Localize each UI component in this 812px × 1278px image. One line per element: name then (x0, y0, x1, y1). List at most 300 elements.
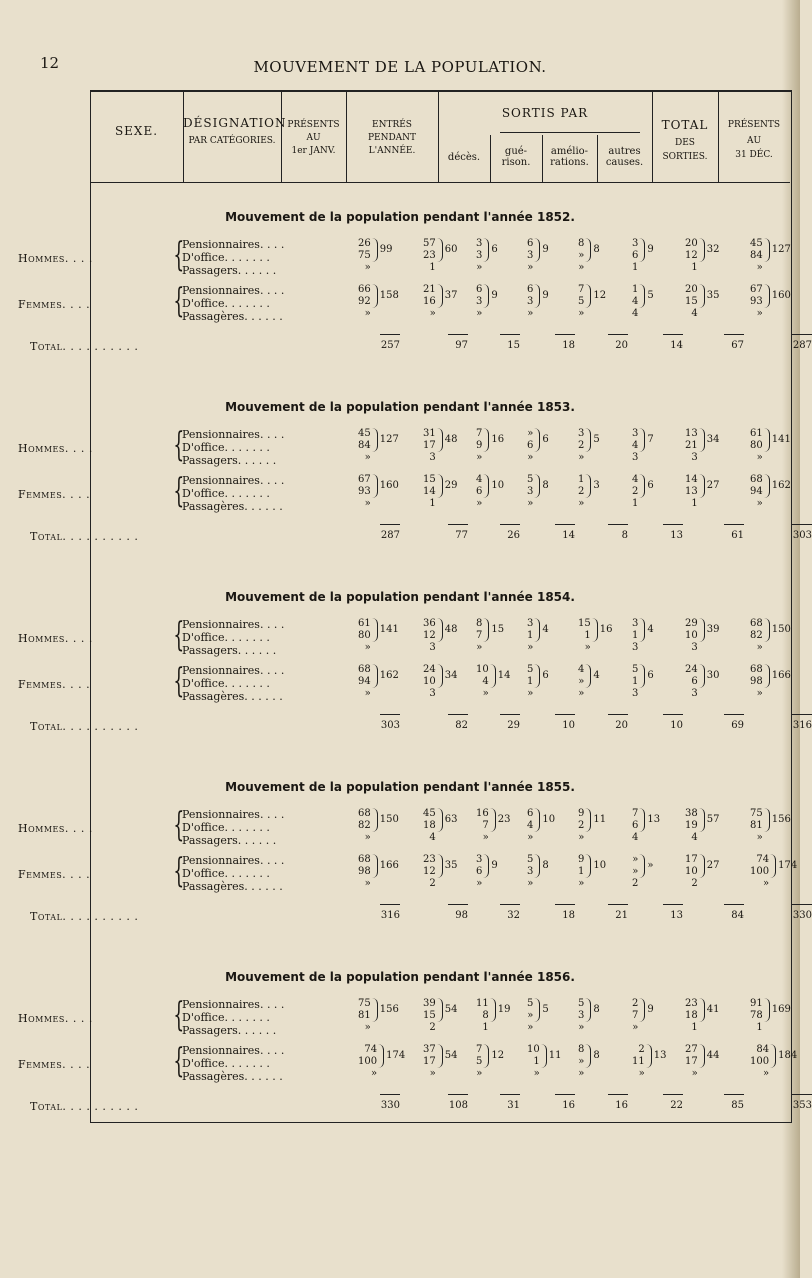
cell-stack (632, 238, 638, 274)
cell-stack (476, 284, 482, 320)
brace-mark (639, 854, 645, 878)
cell-value: 4 (632, 296, 639, 307)
cell-value: » (429, 308, 436, 319)
hommes-cell (632, 618, 654, 654)
brace-mark (770, 1044, 776, 1068)
femmes-cell (476, 474, 504, 510)
cell-value: 68 (358, 854, 371, 865)
hommes-cell (527, 238, 549, 274)
total-rule (663, 714, 683, 715)
cell-value: 6 (632, 250, 639, 261)
cell-stack (358, 428, 371, 464)
header-total-2: DES (675, 138, 695, 148)
cell-value: 17 (423, 440, 436, 451)
header-presents-dec-2: AU (746, 136, 762, 146)
cell-value: » (632, 854, 639, 865)
cell-sum: 8 (542, 860, 549, 871)
cell-stack (527, 998, 533, 1034)
brace-mark (639, 474, 645, 498)
row-label-passagers: Passagers. . . . . . (182, 454, 277, 467)
cell-stack (527, 618, 533, 654)
hommes-cell (750, 618, 791, 654)
cell-value: 100 (750, 1056, 770, 1067)
total-rule (555, 714, 575, 715)
cell-value: 3 (476, 296, 483, 307)
hommes-cell (476, 808, 510, 844)
row-label-femmes: Femmes. . . . (18, 868, 91, 881)
brace-mark (764, 618, 770, 642)
row-label-office: D'office. . . . . . . (182, 631, 270, 644)
total-value: 82 (455, 720, 468, 731)
cell-value: 5 (527, 664, 534, 675)
cell-stack (685, 284, 698, 320)
cell-sum: 13 (647, 814, 661, 825)
brace-mark (646, 1044, 652, 1068)
cell-value: 3 (632, 618, 639, 629)
femmes-cell (423, 474, 457, 510)
header-deces: décès. (447, 152, 481, 163)
brace-mark (372, 808, 378, 832)
cell-sum: 16 (599, 624, 613, 635)
cell-stack (685, 998, 698, 1034)
cell-value: 2 (429, 878, 436, 889)
total-rule (663, 1094, 683, 1095)
total-rule (663, 334, 683, 335)
cell-sum: 48 (444, 624, 458, 635)
total-rule (380, 334, 400, 335)
cell-stack (527, 808, 533, 844)
cell-value: 17 (423, 1056, 436, 1067)
brace-mark (699, 238, 705, 262)
brace-mark (437, 808, 443, 832)
total-rule (555, 1094, 575, 1095)
cell-sum: 27 (706, 480, 720, 491)
hommes-cell (476, 998, 510, 1034)
cell-value: 5 (476, 1056, 483, 1067)
cell-value: 2 (632, 998, 639, 1009)
cell-value: 10 (476, 664, 489, 675)
hommes-cell (685, 618, 719, 654)
cell-sum: 169 (771, 1004, 791, 1015)
cell-sum: 156 (379, 1004, 399, 1015)
row-label-office: D'office. . . . . . . (182, 867, 270, 880)
cell-value: 61 (358, 618, 371, 629)
brace-mark (372, 474, 378, 498)
cell-value: 3 (527, 486, 534, 497)
cell-value: 80 (750, 440, 763, 451)
brace-mark (437, 1044, 443, 1068)
cell-value: 27 (685, 1044, 698, 1055)
brace-mark (437, 998, 443, 1022)
brace-mark (437, 474, 443, 498)
cell-value: 4 (429, 832, 436, 843)
total-rule (448, 714, 468, 715)
total-rule (608, 714, 628, 715)
cell-value: 75 (358, 250, 371, 261)
total-rule (500, 334, 520, 335)
total-rule (555, 524, 575, 525)
row-label-femmes: Femmes. . . . (18, 488, 91, 501)
cell-sum: 127 (379, 434, 399, 445)
cell-value: » (527, 262, 534, 273)
row-label-total: Total. . . . . . . . . . (30, 530, 139, 543)
cell-value: 1 (429, 262, 436, 273)
row-label-femmes: Femmes. . . . (18, 678, 91, 691)
total-rule (380, 1094, 400, 1095)
row-label-passageres: Passagères. . . . . . (182, 310, 283, 323)
header-entres-2: PENDANT (367, 133, 417, 143)
header-presents-janv-1: PRÉSENTS (287, 120, 340, 130)
section-title: Mouvement de la population pendant l'année 1854. (225, 590, 575, 604)
cell-stack (632, 808, 638, 844)
cell-value: 4 (527, 820, 534, 831)
brace-mark (378, 1044, 384, 1068)
cell-sum: 150 (379, 814, 399, 825)
brace-mark (372, 618, 378, 642)
femmes-cell (578, 854, 606, 890)
cell-value: » (632, 1022, 639, 1033)
cell-sum: 10 (593, 860, 607, 871)
hommes-cell (527, 998, 549, 1034)
total-value: 14 (670, 340, 683, 351)
cell-stack (358, 808, 371, 844)
cell-stack (423, 998, 436, 1034)
total-value: 18 (562, 910, 575, 921)
cell-stack (423, 664, 436, 700)
total-value: 29 (507, 720, 520, 731)
brace-mark (534, 664, 540, 688)
cell-value: 1 (527, 630, 534, 641)
cell-stack (358, 238, 371, 274)
cell-value: 5 (527, 998, 534, 1009)
cell-value: 6 (691, 676, 698, 687)
brace-mark (483, 1044, 489, 1068)
brace-mark (534, 618, 540, 642)
cell-value: 29 (685, 618, 698, 629)
cell-value: 10 (685, 866, 698, 877)
femmes-cell (685, 854, 719, 890)
cell-value: » (476, 642, 483, 653)
cell-sum: 30 (706, 670, 720, 681)
cell-value: » (364, 308, 371, 319)
hommes-cell (476, 618, 504, 654)
total-rule (724, 334, 744, 335)
total-rule (380, 904, 400, 905)
brace-mark (585, 428, 591, 452)
femmes-cell (750, 1044, 797, 1080)
total-value: 287 (792, 340, 812, 351)
cell-sum: 141 (771, 434, 791, 445)
cell-value: 4 (691, 308, 698, 319)
cell-value: 1 (691, 498, 698, 509)
cell-stack (476, 238, 482, 274)
cell-value: 20 (685, 284, 698, 295)
cell-stack (632, 474, 638, 510)
cell-value: » (578, 498, 585, 509)
cell-stack (632, 1044, 645, 1080)
cell-value: 1 (632, 630, 639, 641)
cell-value: 37 (423, 1044, 436, 1055)
row-label-hommes: Hommes. . . . (18, 1012, 93, 1025)
cell-sum: 150 (771, 624, 791, 635)
cell-value: » (578, 1068, 585, 1079)
cell-sum: 174 (778, 860, 798, 871)
cell-value: 98 (750, 676, 763, 687)
cell-value: 1 (578, 866, 585, 877)
brace-mark (639, 664, 645, 688)
femmes-cell (632, 284, 654, 320)
total-rule (608, 904, 628, 905)
femmes-cell (527, 1044, 561, 1080)
header-presents-dec-3: 31 DÉC. (735, 150, 773, 160)
cell-value: » (527, 878, 534, 889)
cell-sum: 19 (497, 1004, 511, 1015)
row-label-total: Total. . . . . . . . . . (30, 720, 139, 733)
cell-value: » (527, 1022, 534, 1033)
group-brace: { (173, 281, 185, 321)
brace-mark (639, 428, 645, 452)
cell-sum: 39 (706, 624, 720, 635)
total-rule (380, 524, 400, 525)
total-value: 330 (792, 910, 812, 921)
cell-sum: 166 (771, 670, 791, 681)
total-value: 16 (615, 1100, 628, 1111)
cell-sum: 34 (444, 670, 458, 681)
cell-stack (578, 428, 584, 464)
brace-mark (585, 284, 591, 308)
femmes-cell (578, 474, 600, 510)
cell-stack (632, 854, 638, 890)
cell-stack (750, 854, 769, 890)
cell-value: 20 (685, 238, 698, 249)
cell-value: 17 (685, 854, 698, 865)
cell-sum: 32 (706, 244, 720, 255)
cell-stack (632, 428, 638, 464)
brace-mark (534, 998, 540, 1022)
brace-mark (483, 428, 489, 452)
hommes-cell (685, 238, 719, 274)
cell-stack (685, 474, 698, 510)
total-rule (663, 904, 683, 905)
cell-stack (685, 238, 698, 274)
header-designation: DÉSIGNATION (183, 116, 287, 130)
row-label-pensionnaires: Pensionnaires. . . . (182, 1044, 285, 1057)
cell-stack (476, 998, 489, 1034)
total-value: 26 (507, 530, 520, 541)
cell-value: » (762, 878, 770, 889)
cell-value: 15 (423, 474, 436, 485)
femmes-cell (358, 474, 399, 510)
brace-mark (437, 618, 443, 642)
cell-value: 57 (423, 238, 436, 249)
cell-value: 2 (578, 440, 585, 451)
brace-mark (699, 808, 705, 832)
cell-sum: 44 (706, 1050, 720, 1061)
cell-value: 12 (685, 250, 698, 261)
cell-value: 3 (632, 452, 639, 463)
group-brace: { (173, 471, 185, 511)
cell-value: 1 (429, 498, 436, 509)
cell-stack (423, 284, 436, 320)
cell-value: 75 (358, 998, 371, 1009)
cell-value: 3 (527, 618, 534, 629)
cell-value: 1 (527, 676, 534, 687)
cell-stack (632, 618, 638, 654)
brace-mark (770, 854, 776, 878)
cell-stack (476, 808, 489, 844)
hommes-cell (578, 428, 600, 464)
row-label-passagers: Passagers. . . . . . (182, 1024, 277, 1037)
brace-mark (534, 428, 540, 452)
cell-value: 6 (527, 808, 534, 819)
cell-value: » (364, 688, 371, 699)
cell-value: 26 (358, 238, 371, 249)
cell-value: » (632, 866, 639, 877)
hommes-cell (685, 998, 719, 1034)
brace-mark (490, 808, 496, 832)
cell-value: 81 (358, 1010, 371, 1021)
cell-sum: 9 (491, 290, 498, 301)
row-label-passageres: Passagères. . . . . . (182, 1070, 283, 1083)
brace-mark (372, 238, 378, 262)
cell-sum: 184 (778, 1050, 798, 1061)
header-total-1: TOTAL (661, 118, 709, 132)
cell-value: 15 (578, 618, 591, 629)
group-brace: { (173, 425, 185, 465)
cell-value: 68 (750, 474, 763, 485)
cell-sum: 57 (706, 814, 720, 825)
cell-value: » (476, 878, 483, 889)
row-label-pensionnaires: Pensionnaires. . . . (182, 284, 285, 297)
cell-value: 91 (750, 998, 763, 1009)
cell-value: 3 (691, 452, 698, 463)
cell-sum: 34 (706, 434, 720, 445)
cell-value: » (756, 452, 763, 463)
cell-value: » (482, 832, 489, 843)
cell-stack (423, 238, 436, 274)
brace-mark (699, 664, 705, 688)
femmes-cell (632, 474, 654, 510)
femmes-cell (527, 854, 549, 890)
cell-stack (358, 284, 371, 320)
cell-value: 31 (423, 428, 436, 439)
cell-sum: 15 (491, 624, 505, 635)
femmes-cell (750, 284, 791, 320)
row-label-passageres: Passagères. . . . . . (182, 690, 283, 703)
cell-value: 1 (632, 262, 639, 273)
cell-value: » (756, 262, 763, 273)
row-label-hommes: Hommes. . . . (18, 632, 93, 645)
cell-sum: 14 (497, 670, 511, 681)
cell-sum: 48 (444, 434, 458, 445)
hommes-cell (423, 618, 457, 654)
cell-value: 8 (578, 1044, 585, 1055)
cell-value: 84 (750, 250, 763, 261)
brace-mark (764, 428, 770, 452)
cell-stack (527, 854, 533, 890)
cell-value: 3 (527, 250, 534, 261)
cell-value: 61 (750, 428, 763, 439)
cell-sum: 6 (542, 434, 549, 445)
femmes-cell (423, 664, 457, 700)
hommes-cell (527, 428, 549, 464)
cell-stack (423, 1044, 436, 1080)
brace-mark (699, 618, 705, 642)
cell-sum: 162 (379, 670, 399, 681)
cell-value: 24 (685, 664, 698, 675)
cell-value: » (578, 878, 585, 889)
cell-stack (527, 428, 533, 464)
femmes-cell (685, 474, 719, 510)
header-presents-janv-2: AU (306, 133, 321, 143)
cell-stack (476, 1044, 482, 1080)
cell-sum: 29 (444, 480, 458, 491)
total-value: 287 (380, 530, 400, 541)
hommes-cell (632, 998, 654, 1034)
cell-value: 2 (429, 1022, 436, 1033)
cell-value: 74 (756, 854, 770, 865)
cell-sum: 11 (548, 1050, 562, 1061)
hommes-cell (750, 428, 791, 464)
total-rule (792, 1094, 812, 1095)
total-rule (724, 524, 744, 525)
cell-stack (750, 428, 763, 464)
cell-value: 3 (476, 854, 483, 865)
cell-value: 3 (429, 688, 436, 699)
cell-value: 82 (358, 820, 371, 831)
header-total-3: SORTIES. (662, 152, 708, 162)
femmes-cell (476, 664, 510, 700)
cell-value: 1 (578, 474, 585, 485)
cell-value: 5 (632, 664, 639, 675)
hommes-cell (423, 428, 457, 464)
cell-value: » (578, 262, 585, 273)
total-value: 330 (380, 1100, 400, 1111)
cell-value: 16 (423, 296, 436, 307)
cell-sum: 9 (542, 244, 549, 255)
cell-value: 3 (632, 688, 639, 699)
running-head: MOUVEMENT DE LA POPULATION. (253, 58, 547, 76)
cell-value: 84 (358, 440, 371, 451)
cell-value: » (476, 1068, 483, 1079)
brace-mark (764, 808, 770, 832)
total-rule (724, 904, 744, 905)
cell-stack (578, 808, 584, 844)
cell-value: 1 (584, 630, 591, 641)
row-label-pensionnaires: Pensionnaires. . . . (182, 428, 285, 441)
brace-mark (764, 284, 770, 308)
cell-stack (750, 808, 763, 844)
cell-value: 66 (358, 284, 371, 295)
cell-value: 45 (750, 238, 763, 249)
cell-value: » (756, 498, 763, 509)
cell-stack (476, 854, 482, 890)
total-rule (448, 334, 468, 335)
row-label-femmes: Femmes. . . . (18, 1058, 91, 1071)
cell-value: 3 (632, 642, 639, 653)
cell-sum: 13 (653, 1050, 667, 1061)
cell-value: » (476, 262, 483, 273)
total-value: 13 (670, 530, 683, 541)
row-label-hommes: Hommes. . . . (18, 822, 93, 835)
brace-mark (437, 238, 443, 262)
cell-value: 18 (685, 1010, 698, 1021)
cell-stack (685, 1044, 698, 1080)
cell-value: 21 (423, 284, 436, 295)
cell-value: 2 (578, 820, 585, 831)
cell-stack (527, 664, 533, 700)
hommes-cell (632, 428, 654, 464)
